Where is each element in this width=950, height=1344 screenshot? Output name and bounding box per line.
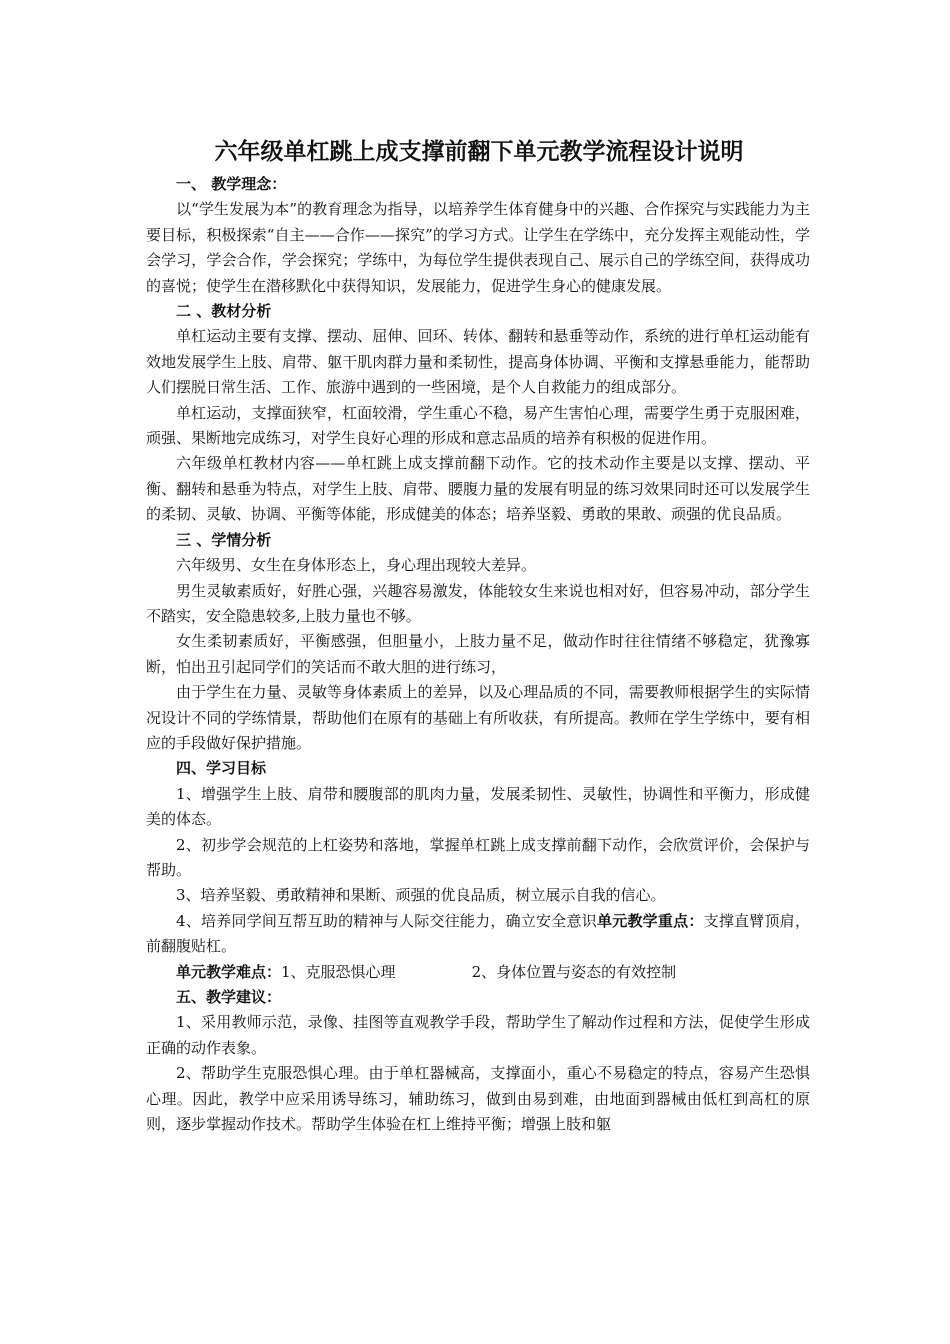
goal-item: 3、培养坚毅、勇敢精神和果断、顽强的优良品质，树立展示自我的信心。 <box>176 886 666 905</box>
document-title: 六年级单杠跳上成支撑前翻下单元教学流程设计说明 <box>214 139 744 165</box>
paragraph: 六年级男、女生在身体形态上，身心理出现较大差异。 <box>176 556 537 575</box>
key-point-label: 单元教学重点： <box>596 911 704 930</box>
section-heading-student-analysis: 三 、学情分析 <box>176 530 272 549</box>
section-heading-teaching-suggestions: 五、教学建议： <box>176 988 282 1006</box>
goal-item-text: 4、培养同学间互帮互助的精神与人际交往能力，确立安全意识 <box>176 911 597 930</box>
suggestion-item: 1、采用教师示范，录像、挂图等直观教学手段，帮助学生了解动作过程和方法，促使学生形成正确的动作表象。 <box>146 1013 810 1057</box>
document-body <box>146 172 810 1137</box>
difficulty-line <box>146 960 810 985</box>
difficulty-label: 单元教学难点： <box>176 962 282 981</box>
section-heading-material-analysis: 二 、教材分析 <box>176 302 272 321</box>
paragraph: 以“学生发展为本”的教育理念为指导，以培养学生体育健身中的兴趣、合作探究与实践能力为主要目标，积极探索“自主——合作——探究”的学习方式。让学生在学练中，充分发挥主观能动性，学会学习，学会合作，学会探究；学练中，为每位学生提供表现自己、展示自己的学练空间，获得成功的喜悦；使学生在潜移默化中获得知识，发展能力，促进学生身心的健康发展。 <box>146 200 810 295</box>
difficulty-item-1: 1、克服恐惧心理 <box>281 962 396 981</box>
suggestion-item: 2、帮助学生克服恐惧心理。由于单杠器械高，支撑面小，重心不易稳定的特点，容易产生恐惧心理。因此，教学中应采用诱导练习，辅助练习，做到由易到难，由地面到器械由低杠到高杠的原则，逐步掌握动作技术。帮助学生体验在杠上维持平衡；增强上肢和躯 <box>146 1064 810 1134</box>
goal-item: 2、初步学会规范的上杠姿势和落地，掌握单杠跳上成支撑前翻下动作，会欣赏评价，会保护与帮助。 <box>146 835 810 879</box>
document-page <box>146 132 810 1137</box>
paragraph: 单杠运动主要有支撑、摆动、屈伸、回环、转体、翻转和悬垂等动作，系统的进行单杠运动能有效地发展学生上肢、肩带、躯干肌肉群力量和柔韧性，提高身体协调、平衡和支撑悬垂能力，能帮助人们摆脱日常生活、工作、旅游中遇到的一些困境，是个人自救能力的组成部分。 <box>146 327 810 397</box>
section-heading-learning-goals: 四、学习目标 <box>176 759 267 778</box>
paragraph: 男生灵敏素质好，好胜心强，兴趣容易激发，体能较女生来说也相对好，但容易冲动，部分学生不踏实，安全隐患较多,上肢力量也不够。 <box>146 581 810 625</box>
section-heading-philosophy: 一、 教学理念： <box>176 175 287 193</box>
goal-item <box>146 909 810 960</box>
difficulty-item-2: 2、身体位置与姿态的有效控制 <box>471 962 677 981</box>
key-point-text: 支撑直臂顶肩，前翻腹贴杠。 <box>146 911 810 956</box>
paragraph: 由于学生在力量、灵敏等身体素质上的差异，以及心理品质的不同，需要教师根据学生的实际情况设计不同的学练情景，帮助他们在原有的基础上有所收获，有所提高。教师在学生学练中，要有相应的手段做好保护措施。 <box>146 683 810 752</box>
goal-item: 1、增强学生上肢、肩带和腰腹部的肌肉力量，发展柔韧性、灵敏性，协调性和平衡力，形成健美的体态。 <box>146 784 810 829</box>
paragraph: 女生柔韧素质好，平衡感强，但胆量小，上肢力量不足，做动作时往往情绪不够稳定，犹豫寡断，怕出丑引起同学们的笑话而不敢大胆的进行练习， <box>146 632 810 676</box>
paragraph: 单杠运动，支撑面狭窄，杠面较滑，学生重心不稳，易产生害怕心理，需要学生勇于克服困难，顽强、果断地完成练习，对学生良好心理的形成和意志品质的培养有积极的促进作用。 <box>146 403 810 448</box>
paragraph: 六年级单杠教材内容——单杠跳上成支撑前翻下动作。它的技术动作主要是以支撑、摆动、平衡、翻转和悬垂为特点，对学生上肢、肩带、腰腹力量的发展有明显的练习效果同时还可以发展学生的柔韧、灵敏、协调、平衡等体能，形成健美的体态；培养坚毅、勇敢的果敢、顽强的优良品质。 <box>146 454 810 524</box>
